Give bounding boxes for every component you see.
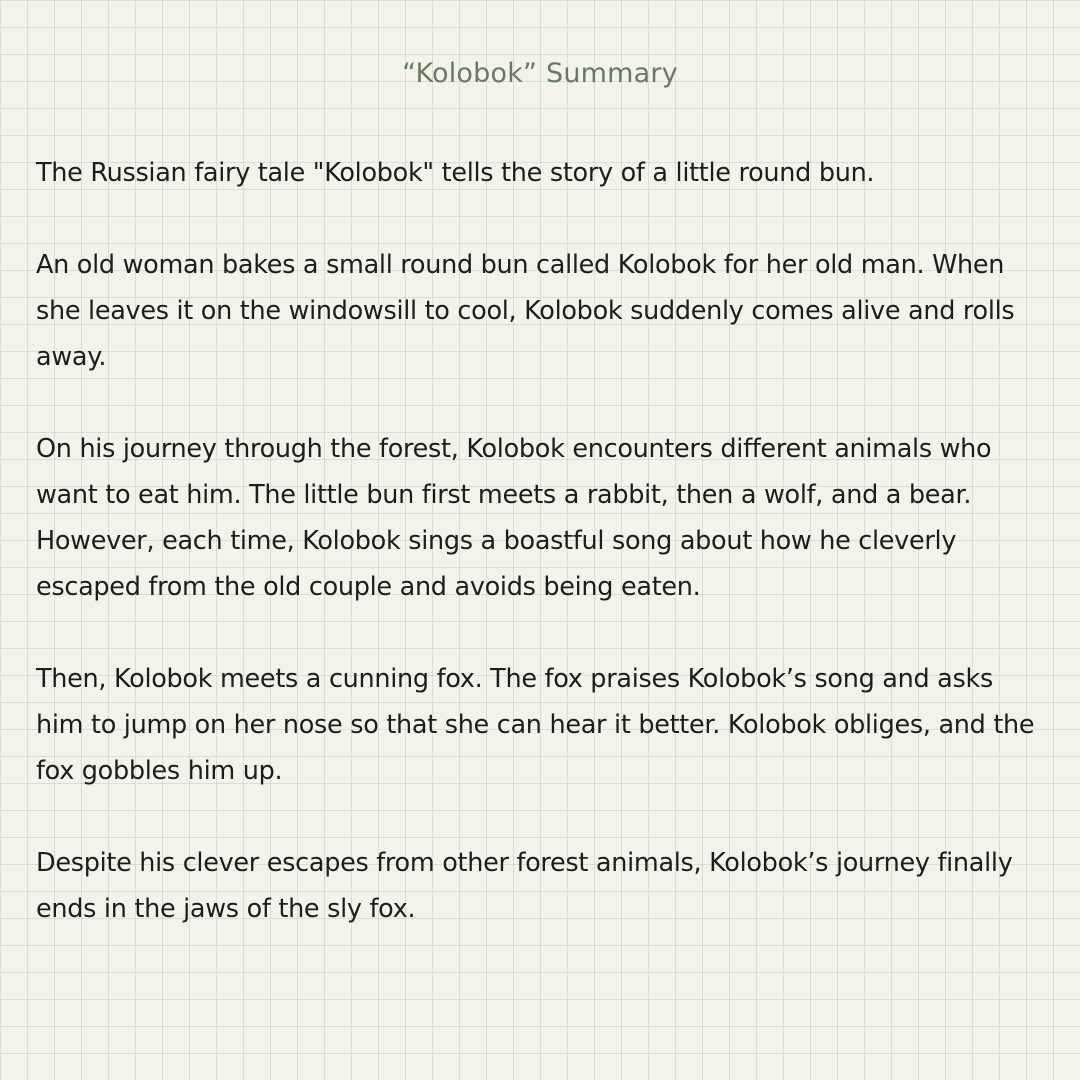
paragraph-ending: Despite his clever escapes from other forest animals, Kolobok’s journey finally ends in the jaws of the sly fox. — [36, 848, 1013, 924]
paragraph-intro: The Russian fairy tale "Kolobok" tells the story of a little round bun. — [36, 158, 875, 188]
paragraph-baking: An old woman bakes a small round bun called Kolobok for her old man. When she leaves it on the windowsill to cool, Kolobok suddenly comes alive and rolls away. — [36, 250, 1015, 372]
paragraph-journey: On his journey through the forest, Kolobok encounters different animals who want to eat him. The little bun first meets a rabbit, then a wolf, and a bear. However, each time, Kolobok sings a boastful song about how he cleverly escaped from the old couple and avoids being eaten. — [36, 434, 992, 602]
summary-body — [36, 150, 1046, 978]
paragraph-fox: Then, Kolobok meets a cunning fox. The fox praises Kolobok’s song and asks him to jump on her nose so that she can hear it better. Kolobok obliges, and the fox gobbles him up. — [36, 664, 1035, 786]
page-title: “Kolobok” Summary — [402, 58, 678, 89]
